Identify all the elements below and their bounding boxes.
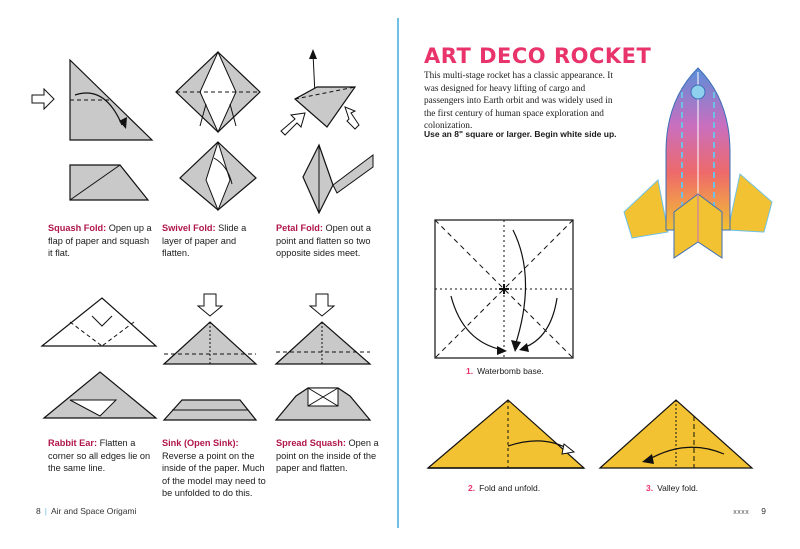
technique-term: Squash Fold: <box>48 223 107 233</box>
spread-squash-diagram <box>272 292 387 432</box>
technique-desc: Open a point on the inside of the paper and flatten. <box>276 438 379 473</box>
technique-term: Sink (Open Sink): <box>162 438 239 448</box>
technique-desc: Flatten a corner so all edges lie on the same line. <box>48 438 151 473</box>
intro-text: This multi-stage rocket has a classic appearance. It was designed for heavy lifting of cargo and passengers into Earth orbit and was widely used in the first century of human space exploration and colonization. <box>424 71 613 131</box>
page-gutter-divider <box>397 18 399 528</box>
step-number: 3. <box>646 483 654 493</box>
rabbit-ear-diagram <box>30 290 162 430</box>
step-label <box>466 366 544 376</box>
step-text: Valley fold. <box>657 483 699 493</box>
folio-separator: | <box>44 506 47 516</box>
page-title: ART DECO ROCKET <box>424 44 652 68</box>
instruction-text: Use an 8" square or larger. Begin white side up. <box>424 129 617 139</box>
technique-desc: Open out a point and flatten so two opposite sides meet. <box>276 223 371 258</box>
step-text: Waterbomb base. <box>477 366 544 376</box>
technique-desc: Slide a layer of paper and flatten. <box>162 223 247 258</box>
technique-caption <box>276 222 380 260</box>
left-page <box>0 0 398 549</box>
folio-right <box>733 506 766 516</box>
technique-term: Rabbit Ear: <box>48 438 98 448</box>
page-number: 8 <box>36 506 41 516</box>
sink-fold-diagram <box>158 292 268 432</box>
step-label <box>646 483 698 493</box>
folio-tag: xxxx <box>733 509 750 516</box>
petal-fold-diagram <box>275 45 390 215</box>
rocket-illustration <box>618 62 778 272</box>
technique-term: Petal Fold: <box>276 223 323 233</box>
step-2-diagram <box>424 394 588 474</box>
step-number: 2. <box>468 483 476 493</box>
book-title: Air and Space Origami <box>50 506 137 516</box>
technique-caption <box>276 437 380 475</box>
step-text: Fold and unfold. <box>479 483 541 493</box>
technique-caption <box>48 222 152 260</box>
step-1-diagram <box>433 218 575 360</box>
squash-fold-diagram <box>30 55 160 210</box>
step-label <box>468 483 540 493</box>
technique-desc: Reverse a point on the inside of the paper. Much of the model may need to be unfolded to do this. <box>162 450 266 498</box>
swivel-fold-diagram <box>170 48 270 213</box>
technique-term: Spread Squash: <box>276 438 346 448</box>
technique-term: Swivel Fold: <box>162 223 216 233</box>
technique-caption <box>162 437 266 500</box>
technique-caption <box>48 437 152 475</box>
page-number: 9 <box>761 506 766 516</box>
step-number: 1. <box>466 366 474 376</box>
folio-left <box>36 506 136 516</box>
step-3-diagram <box>596 394 756 474</box>
technique-caption <box>162 222 266 260</box>
technique-desc: Open up a flap of paper and squash it flat. <box>48 223 152 258</box>
